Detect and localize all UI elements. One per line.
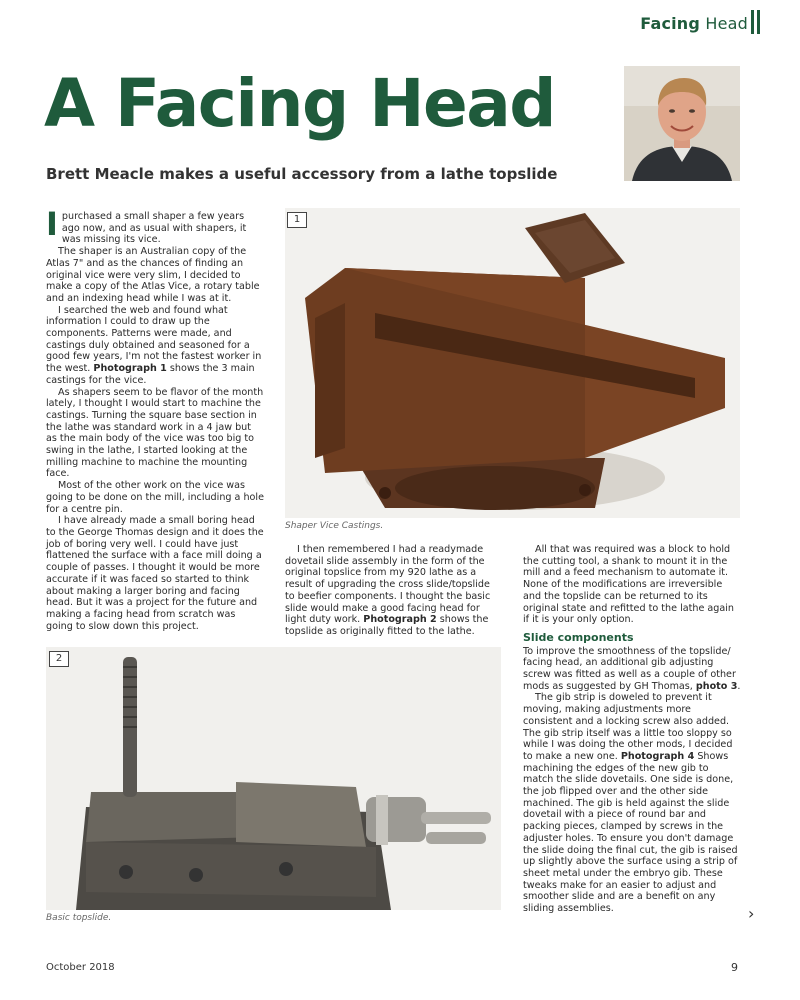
article-standfirst: Brett Meacle makes a useful accessory from a lathe topslide xyxy=(46,165,558,183)
paragraph-6: I have already made a small boring head to the George Thomas design and it does the job of boring very well. I could have just flattened the surface with a face mill doing a couple of passes. I thought it would be more accurate if it was faced so started to think about making a larger boring and facing head. But it was a project for the future and making a facing head from scratch was going to slow down this project. xyxy=(46,515,264,632)
paragraph-10: The gib strip is doweled to prevent it moving, making adjustments more consistent and a locking screw also added. The gib strip itself was a little too sloppy so while I was doing the other mods, I decided to make a new one. Photograph 4 Shows machining the edges of the new gib to match the slide dovetails. One side is done, the job flipped over and the other side machined. The gib is held against the slide dovetail with a piece of round bar and packing pieces, clamped by screws in the adjuster holes. To ensure you don't damage the slide doing the final cut, the gib is raised up slightly above the surface using a strip of sheet metal under the embryo gib. These tweaks make for an easier to adjust and smoother slide and are a benefit on any sliding assemblies. xyxy=(523,692,738,915)
paragraph-9: To improve the smoothness of the topslide/ facing head, an additional gib adjusting screw was fitted as well as a couple of other mods as suggested by GH Thomas, photo 3. xyxy=(523,645,741,692)
vice-castings-image xyxy=(285,208,740,518)
next-page-arrow-icon: › xyxy=(748,904,755,923)
author-photo xyxy=(624,66,740,181)
paragraph-2: The shaper is an Australian copy of the Atlas 7" and as the chances of finding an original vice were very slim, I decided to make a copy of the Atlas Vice, a rotary table and an indexing head while I was at it. xyxy=(46,246,260,304)
caption-figure-2: Basic topslide. xyxy=(46,913,112,923)
figure-number-1: 1 xyxy=(287,212,307,228)
paragraph-3: I searched the web and found what information I could to draw up the components. Patterns were made, and castings duly obtained and seasoned for a good few years, I'm not the fastest worker in the west. Photograph 1 shows the 3 main castings for the vice. xyxy=(46,304,262,386)
photo-basic-topslide xyxy=(46,647,501,910)
paragraph-7: I then remembered I had a readymade dovetail slide assembly in the form of the original topslice from my 920 lathe as a result of upgrading the cross slide/topslide to beefier components. I thought the basic slide would make a good facing head for light duty work. Photograph 2 shows the topslide as originally fitted to the lathe. xyxy=(285,544,491,637)
section-tag-bold: Facing xyxy=(640,14,701,33)
caption-figure-1: Shaper Vice Castings. xyxy=(285,521,384,531)
page-number: 9 xyxy=(731,961,738,974)
section-tag xyxy=(640,14,748,33)
section-tag-rest: Head xyxy=(705,14,748,33)
paragraph-1: I purchased a small shaper a few years ago now, and as usual with shapers, it was missing its vice. xyxy=(46,205,247,246)
text-column-1 xyxy=(46,205,264,632)
topslide-image xyxy=(46,647,501,910)
paragraph-8: All that was required was a block to hold the cutting tool, a shank to mount it in the mill and a feed mechanism to automate it. None of the modifications are irreversible and the topslide can be returned to its original state and refitted to the lathe again if it is your only option. xyxy=(523,544,735,626)
subhead-slide-components: Slide components xyxy=(523,630,634,644)
text-column-3 xyxy=(523,544,741,915)
paragraph-4: As shapers seem to be flavor of the month lately, I thought I would start to machine the castings. Turning the square base section in the lathe was standard work in a 4 jaw but as the main body of the vice was too big to swing in the lathe, I started looking at the milling machine to machine the mounting face. xyxy=(46,386,264,480)
section-bars-icon xyxy=(751,10,760,34)
paragraph-5: Most of the other work on the vice was going to be done on the mill, including a hole for a centre pin. xyxy=(46,480,264,515)
issue-date: October 2018 xyxy=(46,962,115,973)
article-title: A Facing Head xyxy=(44,65,556,142)
figure-number-2: 2 xyxy=(49,651,69,667)
drop-cap: I xyxy=(46,205,58,243)
author-portrait-image xyxy=(624,66,740,181)
photo-shaper-vice-castings xyxy=(285,208,740,518)
text-column-2 xyxy=(285,544,497,638)
